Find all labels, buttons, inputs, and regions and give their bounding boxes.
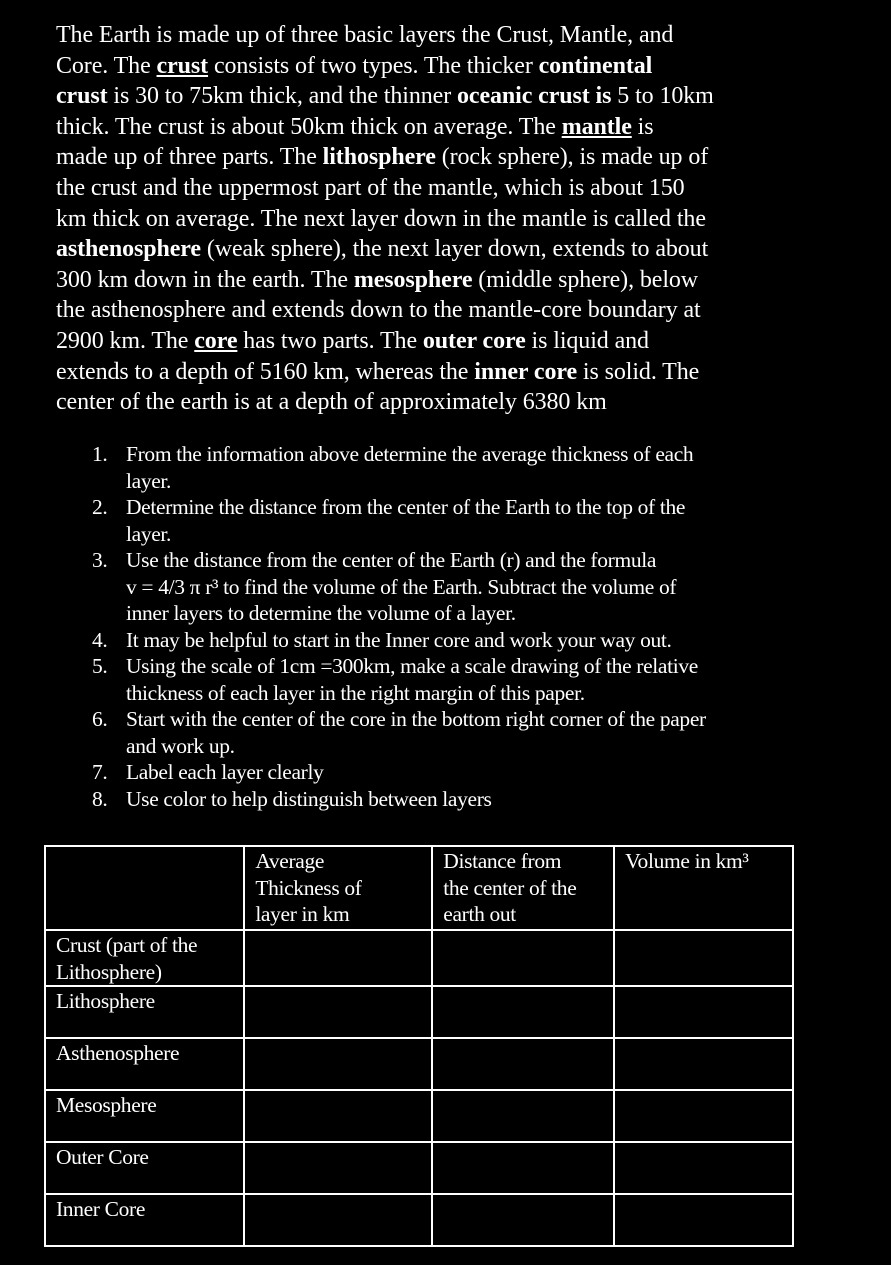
intro-text: extends to a depth of 5160 km, whereas the: [56, 358, 475, 385]
table-header-row: [45, 846, 793, 930]
question-text: Label each layer clearly: [126, 760, 324, 784]
intro-line: [56, 20, 846, 51]
earth-layers-table: [44, 845, 794, 1247]
layer-label-cell: [45, 1194, 244, 1246]
question-item: [86, 627, 806, 654]
layer-name: Inner Core: [56, 1197, 146, 1221]
layer-label-cell: [45, 1090, 244, 1142]
intro-text: The Earth is made up of three basic layers the Crust, Mantle, and: [56, 22, 674, 48]
answer-cell[interactable]: [614, 1194, 793, 1246]
key-term: inner core: [474, 358, 578, 385]
table-row: [45, 930, 793, 986]
key-term: outer core: [422, 327, 526, 354]
intro-text: is liquid and: [525, 327, 649, 354]
key-term: crust: [156, 52, 209, 79]
question-text: Start with the center of the core in the bottom right corner of the paper: [126, 707, 706, 731]
answer-cell[interactable]: [432, 1038, 614, 1090]
question-number: 6.: [92, 707, 108, 731]
answer-cell[interactable]: [432, 1142, 614, 1194]
intro-line: [56, 112, 846, 143]
intro-text: made up of three parts. The: [56, 144, 323, 171]
question-number: 3.: [92, 548, 108, 572]
intro-text: 5 to 10km: [611, 83, 714, 110]
layer-name: Asthenosphere: [56, 1041, 180, 1065]
question-list: [86, 441, 806, 812]
intro-text: the crust and the uppermost part of the mantle, which is about 150: [56, 174, 685, 201]
intro-line: [56, 51, 846, 82]
question-number: 7.: [92, 760, 108, 784]
intro-text: 300 km down in the earth. The: [56, 266, 354, 293]
answer-cell[interactable]: [244, 1194, 432, 1246]
key-term: core: [194, 327, 238, 354]
question-number: 4.: [92, 627, 108, 652]
question-text: layer.: [126, 521, 172, 546]
table-row: [45, 1090, 793, 1142]
question-number: 2.: [92, 495, 108, 519]
layer-label-cell: [45, 1038, 244, 1090]
answer-cell[interactable]: [432, 1090, 614, 1142]
intro-line: [56, 326, 846, 357]
column-header-text: earth out: [443, 902, 516, 926]
question-item: [86, 759, 806, 786]
intro-line: [56, 295, 846, 326]
intro-line: [56, 234, 846, 265]
answer-cell[interactable]: [244, 930, 432, 986]
table-body: [45, 930, 793, 1246]
column-header-text: the center of the: [443, 875, 577, 900]
intro-text: the asthenosphere and extends down to the mantle-core boundary at: [56, 297, 701, 324]
answer-cell[interactable]: [244, 1090, 432, 1142]
question-text: thickness of each layer in the right margin of this paper.: [126, 680, 585, 705]
header-blank-cell: [45, 846, 244, 930]
key-term: asthenosphere: [56, 236, 201, 263]
intro-text: has two parts. The: [237, 327, 423, 354]
question-text: Using the scale of 1cm =300km, make a scale drawing of the relative: [126, 654, 698, 678]
intro-line: [56, 387, 846, 418]
layer-label-cell: [45, 986, 244, 1038]
answer-cell[interactable]: [614, 1090, 793, 1142]
intro-text: 2900 km. The: [56, 327, 195, 354]
question-item: [86, 547, 806, 627]
intro-text: (weak sphere), the next layer down, extends to about: [200, 236, 709, 263]
layer-name: Lithosphere: [56, 989, 155, 1013]
answer-cell[interactable]: [244, 1142, 432, 1194]
column-header-text: Volume in km³: [625, 849, 749, 873]
column-header: [614, 846, 793, 930]
column-header-text: Average: [255, 849, 325, 873]
table-row: [45, 986, 793, 1038]
table-row: [45, 1038, 793, 1090]
key-term: continental: [538, 52, 653, 79]
intro-text: consists of two types. The thicker: [208, 52, 539, 79]
question-item: [86, 706, 806, 759]
intro-text: thick. The crust is about 50km thick on average. The: [56, 113, 562, 140]
layer-name: Lithosphere): [56, 959, 162, 984]
intro-paragraph: [56, 20, 846, 418]
question-text: It may be helpful to start in the Inner core and work your way out.: [126, 627, 672, 652]
layer-name: Crust (part of the: [56, 933, 198, 957]
layer-name: Mesosphere: [56, 1093, 157, 1117]
intro-text: is: [631, 113, 654, 140]
key-term: mantle: [561, 113, 632, 140]
key-term: oceanic crust is: [457, 83, 612, 110]
key-term: mesosphere: [353, 266, 473, 293]
key-term: crust: [56, 83, 108, 110]
question-item: [86, 786, 806, 813]
layer-label-cell: [45, 1142, 244, 1194]
column-header: [244, 846, 432, 930]
table-row: [45, 1194, 793, 1246]
answer-cell[interactable]: [432, 1194, 614, 1246]
intro-text: (rock sphere), is made up of: [435, 144, 709, 171]
answer-cell[interactable]: [614, 986, 793, 1038]
intro-text: Core. The: [56, 52, 157, 79]
column-header: [432, 846, 614, 930]
table-row: [45, 1142, 793, 1194]
answer-cell[interactable]: [614, 1142, 793, 1194]
question-text: Determine the distance from the center of the Earth to the top of the: [126, 495, 686, 519]
intro-line: [56, 204, 846, 235]
column-header-text: Thickness of: [255, 875, 362, 900]
column-header-text: Distance from: [443, 849, 562, 873]
answer-cell[interactable]: [432, 930, 614, 986]
question-item: [86, 494, 806, 547]
intro-line: [56, 173, 846, 204]
intro-text: is solid. The: [577, 358, 700, 385]
question-text: layer.: [126, 468, 172, 493]
intro-line: [56, 142, 846, 173]
answer-cell[interactable]: [614, 1038, 793, 1090]
question-text: v = 4/3 π r³ to find the volume of the Earth. Subtract the volume of: [126, 574, 677, 599]
question-number: 8.: [92, 786, 108, 811]
intro-line: [56, 265, 846, 296]
answer-cell[interactable]: [432, 986, 614, 1038]
intro-text: km thick on average. The next layer down in the mantle is called the: [56, 205, 706, 232]
intro-text: (middle sphere), below: [472, 266, 699, 293]
question-text: Use the distance from the center of the Earth (r) and the formula: [126, 548, 657, 572]
key-term: lithosphere: [322, 144, 436, 171]
question-text: and work up.: [126, 733, 235, 758]
question-number: 1.: [92, 442, 108, 466]
intro-text: center of the earth is at a depth of approximately 6380 km: [56, 389, 607, 416]
column-header-text: layer in km: [255, 902, 350, 926]
answer-cell[interactable]: [244, 1038, 432, 1090]
intro-line: [56, 357, 846, 388]
layer-name: Outer Core: [56, 1145, 149, 1169]
answer-cell[interactable]: [244, 986, 432, 1038]
question-text: Use color to help distinguish between layers: [126, 786, 492, 811]
question-text: inner layers to determine the volume of a layer.: [126, 601, 516, 625]
layer-label-cell: [45, 930, 244, 986]
question-text: From the information above determine the average thickness of each: [126, 442, 694, 466]
answer-cell[interactable]: [614, 930, 793, 986]
intro-text: is 30 to 75km thick, and the thinner: [107, 83, 457, 110]
question-number: 5.: [92, 654, 108, 678]
intro-line: [56, 81, 846, 112]
question-item: [86, 441, 806, 494]
question-item: [86, 653, 806, 706]
